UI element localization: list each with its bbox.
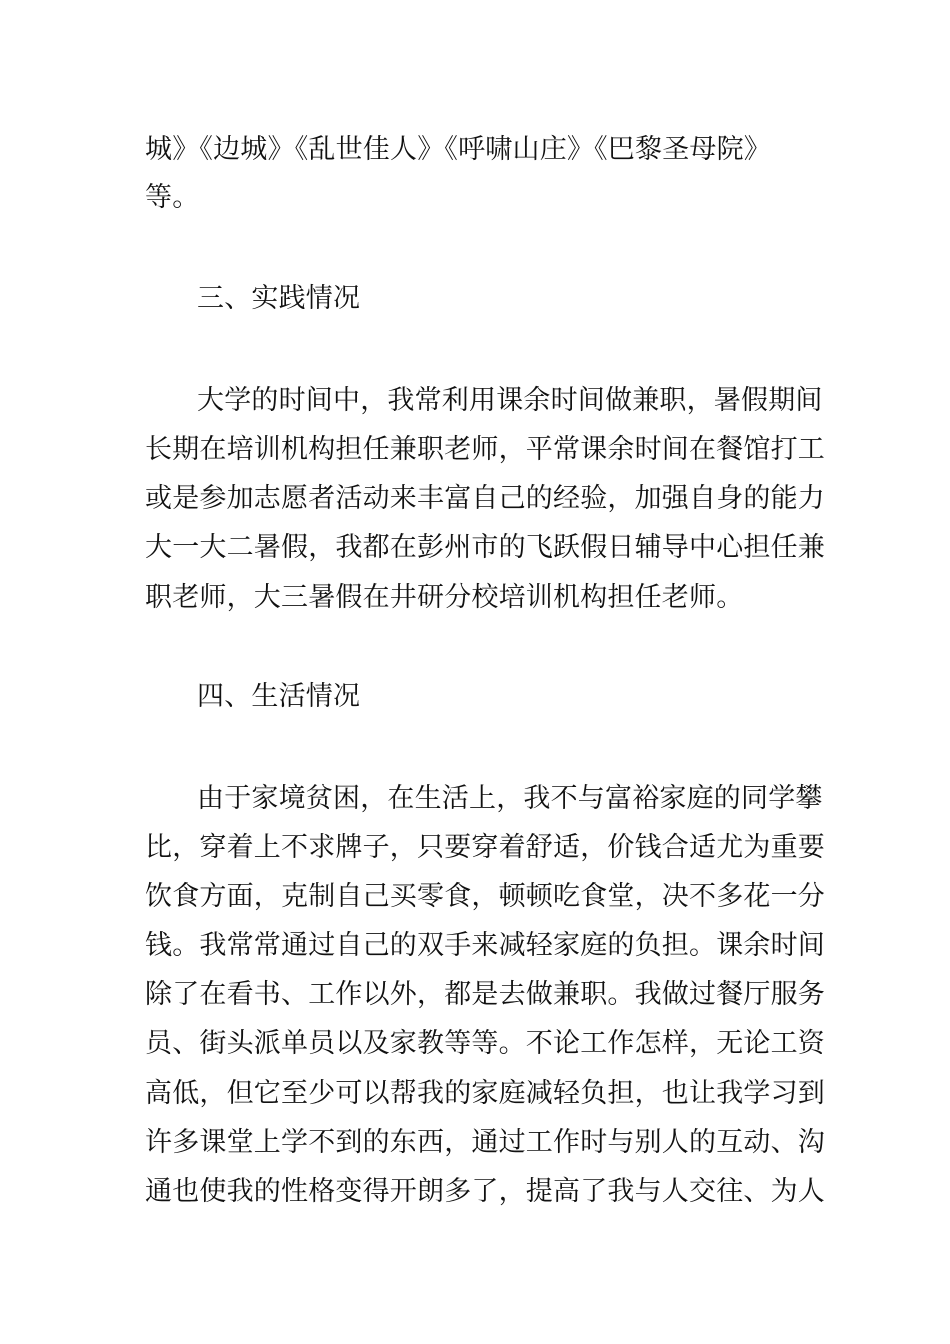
section-heading-practice: 三、实践情况 [197, 283, 361, 314]
paragraph-line: 员、街头派单员以及家教等等。不论工作怎样，无论工资 [145, 1028, 825, 1059]
paragraph-line: 钱。我常常通过自己的双手来减轻家庭的负担。课余时间 [145, 930, 825, 961]
continuation-line-2: 等。 [145, 182, 200, 213]
paragraph-line: 由于家境贫困，在生活上，我不与富裕家庭的同学攀 [197, 783, 823, 814]
paragraph-line: 许多课堂上学不到的东西，通过工作时与别人的互动、沟 [145, 1127, 825, 1158]
paragraph-line: 除了在看书、工作以外，都是去做兼职。我做过餐厅服务 [145, 979, 825, 1010]
paragraph-line: 比，穿着上不求牌子，只要穿着舒适，价钱合适尤为重要 [145, 832, 825, 863]
paragraph-line: 职老师，大三暑假在井研分校培训机构担任老师。 [145, 582, 744, 613]
continuation-line-1: 城》《边城》《乱世佳人》《呼啸山庄》《巴黎圣母院》 [145, 134, 771, 165]
paragraph-line: 饮食方面，克制自己买零食，顿顿吃食堂，决不多花一分 [145, 881, 825, 912]
paragraph-line: 高低，但它至少可以帮我的家庭减轻负担，也让我学习到 [145, 1078, 825, 1109]
section-heading-life: 四、生活情况 [197, 681, 361, 712]
paragraph-line: 通也使我的性格变得开朗多了，提高了我与人交往、为人 [145, 1176, 825, 1207]
paragraph-line: 大一大二暑假，我都在彭州市的飞跃假日辅导中心担任兼 [145, 532, 825, 563]
paragraph-line: 或是参加志愿者活动来丰富自己的经验，加强自身的能力 [145, 483, 825, 514]
paragraph-line: 大学的时间中，我常利用课余时间做兼职，暑假期间 [197, 385, 823, 416]
paragraph-line: 长期在培训机构担任兼职老师，平常课余时间在餐馆打工 [145, 434, 825, 465]
